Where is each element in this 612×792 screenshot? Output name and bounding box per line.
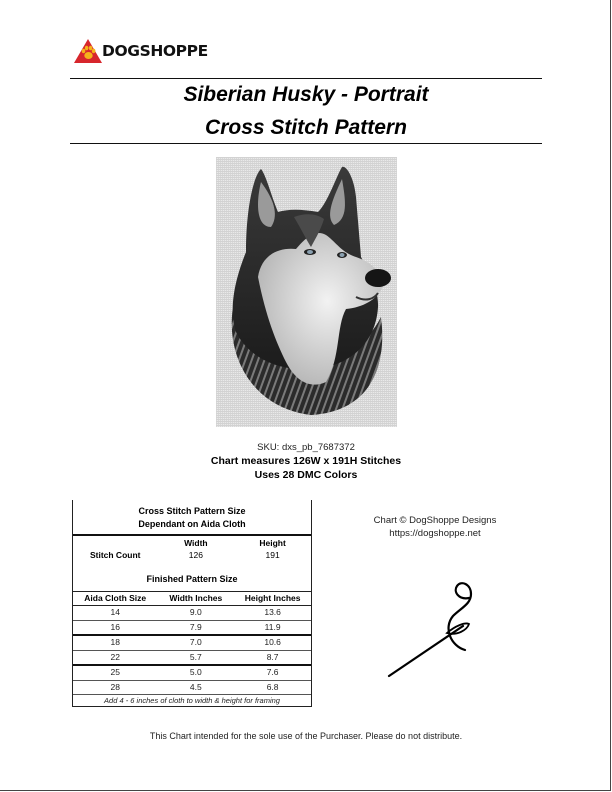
aida-size: 22 bbox=[110, 651, 120, 662]
height-header: Height bbox=[259, 538, 286, 548]
stitch-count-header-row bbox=[73, 536, 311, 550]
height-inches: 7.6 bbox=[266, 667, 279, 677]
stitch-count-row bbox=[73, 550, 311, 564]
size-table-heading-line1: Cross Stitch Pattern Size bbox=[138, 506, 246, 516]
table-row bbox=[73, 636, 311, 651]
framing-note: Add 4 - 6 inches of cloth to width & height for framing bbox=[73, 695, 311, 707]
pattern-size-table bbox=[72, 500, 312, 707]
height-inches: 11.9 bbox=[264, 621, 281, 632]
aida-size: 28 bbox=[110, 681, 120, 692]
aida-size: 16 bbox=[110, 621, 120, 632]
width-inches: 5.7 bbox=[189, 651, 202, 662]
table-row bbox=[73, 666, 311, 681]
table-row bbox=[73, 621, 311, 637]
height-inches: 6.8 bbox=[266, 681, 279, 692]
col-aida-size: Aida Cloth Size bbox=[84, 593, 147, 603]
page-title-line1: Siberian Husky - Portrait bbox=[183, 83, 429, 106]
width-inches: 9.0 bbox=[189, 607, 202, 617]
height-inches: 13.6 bbox=[264, 607, 281, 617]
height-inches: 10.6 bbox=[264, 637, 281, 647]
table-row bbox=[73, 651, 311, 667]
col-height-inches: Height Inches bbox=[244, 593, 301, 603]
table-row bbox=[73, 606, 311, 621]
aida-size: 14 bbox=[110, 607, 120, 617]
width-inches: 7.0 bbox=[189, 637, 202, 647]
page-title-line2: Cross Stitch Pattern bbox=[205, 116, 407, 139]
sku-label: SKU: dxs_pb_7687372 bbox=[257, 442, 355, 453]
aida-size: 18 bbox=[110, 637, 120, 647]
width-header: Width bbox=[184, 538, 208, 548]
pattern-preview-image bbox=[216, 157, 397, 427]
website-link[interactable]: https://dogshoppe.net bbox=[389, 528, 481, 539]
brand-logo bbox=[73, 38, 208, 64]
usage-notice: This Chart intended for the sole use of the Purchaser. Please do not distribute. bbox=[149, 731, 463, 741]
width-inches: 5.0 bbox=[189, 667, 202, 677]
table-row bbox=[73, 681, 311, 696]
height-inches: 8.7 bbox=[266, 651, 279, 662]
chart-measures: Chart measures 126W x 191H Stitches bbox=[210, 455, 402, 467]
stitch-count-label: Stitch Count bbox=[89, 550, 141, 560]
size-table-heading bbox=[73, 500, 311, 534]
width-inches: 4.5 bbox=[189, 681, 202, 692]
title-rule-bottom bbox=[70, 143, 542, 144]
dmc-color-count: Uses 28 DMC Colors bbox=[254, 469, 358, 481]
width-inches: 7.9 bbox=[189, 621, 202, 632]
aida-size: 25 bbox=[110, 667, 120, 677]
size-table-column-headers bbox=[73, 591, 311, 606]
brand-name: DOGSHOPPE bbox=[102, 42, 208, 60]
finished-size-heading: Finished Pattern Size bbox=[146, 574, 238, 584]
col-width-inches: Width Inches bbox=[169, 593, 223, 603]
paw-triangle-icon bbox=[73, 38, 103, 64]
copyright-text: Chart © DogShoppe Designs bbox=[373, 515, 497, 526]
size-table-heading-line2: Dependant on Aida Cloth bbox=[138, 519, 246, 529]
stitch-count-height: 191 bbox=[265, 550, 280, 560]
blank-header bbox=[73, 538, 157, 550]
needle-thread-icon bbox=[385, 578, 485, 683]
stitch-count-width: 126 bbox=[188, 550, 203, 560]
